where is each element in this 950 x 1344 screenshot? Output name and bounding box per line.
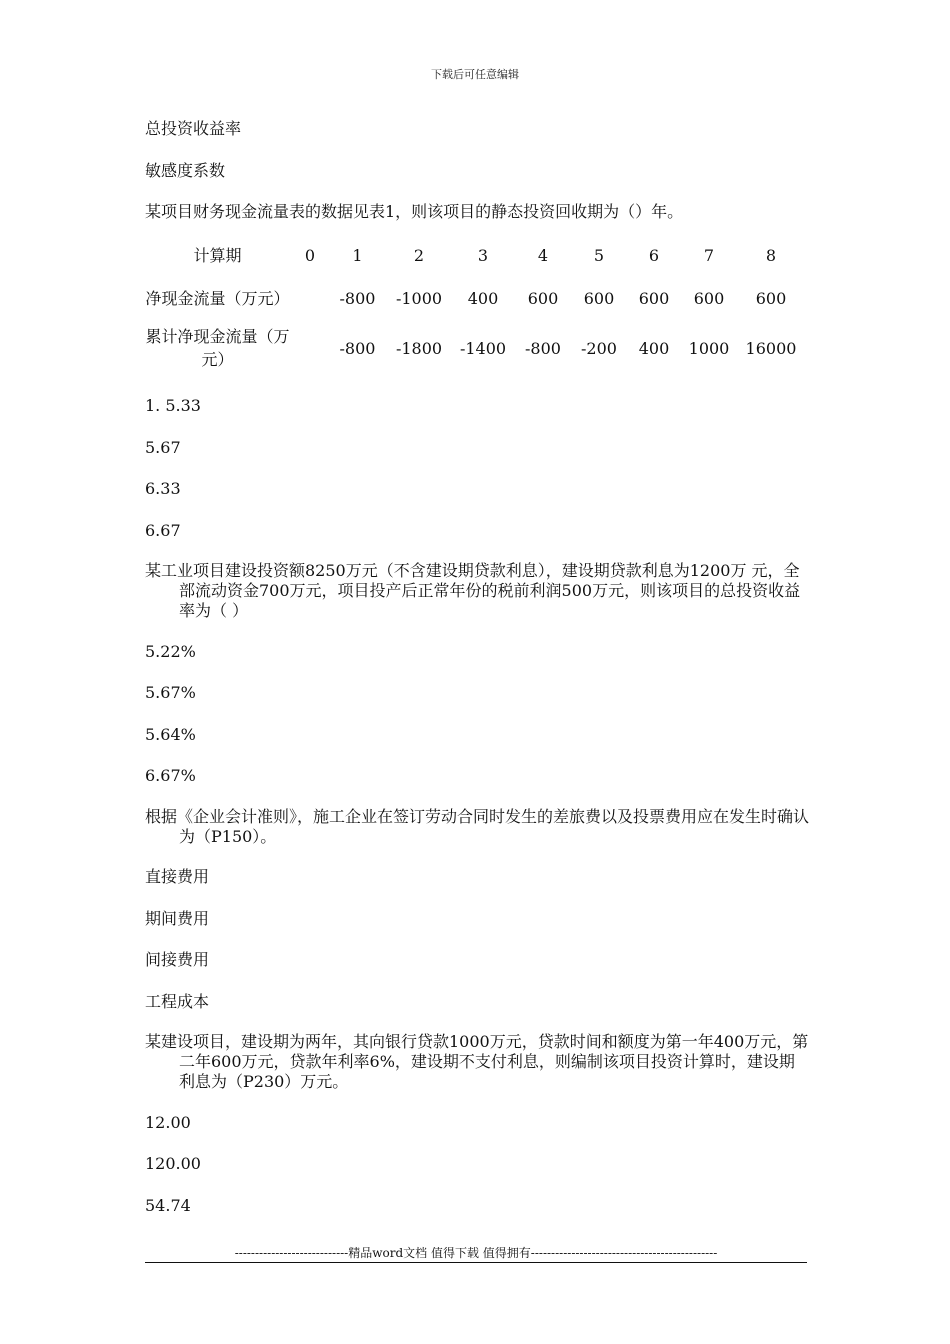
option-line: 5.22% <box>145 641 196 661</box>
option-line: 期间费用 <box>145 908 210 928</box>
question-2: 某工业项目建设投资额8250万元（不含建设期贷款利息），建设期贷款利息为1200万 元，全部流动资金700万元，项目投产后正常年份的税前利润500万元，则该项目的总投资收益率为（ ） <box>145 561 801 620</box>
cash-flow-table <box>145 237 807 373</box>
table-cell: 400 <box>467 288 499 308</box>
table-cell: -1800 <box>395 338 443 358</box>
option-line: 6.67 <box>145 520 181 540</box>
table-cell: 累计净现金流量（万元） <box>145 327 290 369</box>
table-header-row <box>145 237 807 273</box>
table-cell: 6 <box>648 245 660 265</box>
option-line: 120.00 <box>145 1154 201 1173</box>
table-cell: 计算期 <box>193 245 242 265</box>
table-cell: -800 <box>339 288 376 308</box>
table-cell: -800 <box>339 338 376 358</box>
option-line: 6.67% <box>145 766 196 785</box>
table-cell <box>290 273 330 323</box>
table-cell: 1000 <box>688 338 730 358</box>
page-footer: ----------------------------精品word文档 值得下载 值得拥有---------------------------------------------- <box>234 1246 718 1260</box>
table-cell <box>290 323 330 373</box>
table-cell: 600 <box>527 288 559 308</box>
option-line: 5.67% <box>145 683 196 702</box>
table-row <box>145 273 807 323</box>
table-cell: 8 <box>765 245 777 265</box>
text-line: 总投资收益率 <box>145 119 242 138</box>
table-cell: 2 <box>413 245 425 265</box>
table-cell: 净现金流量（万元） <box>145 288 290 308</box>
question-4: 某建设项目，建设期为两年，其向银行贷款1000万元，贷款时间和额度为第一年400万元，第二年600万元，贷款年利率6%，建设期不支付利息，则编制该项目投资计算时，建设期利息为（P230）万元。 <box>145 1032 809 1091</box>
question-3: 根据《企业会计准则》，施工企业在签订劳动合同时发生的差旅费以及投票费用应在发生时确认为（P150）。 <box>145 806 810 846</box>
option-line: 12.00 <box>145 1112 191 1132</box>
table-cell: 3 <box>477 245 489 265</box>
table-row <box>145 323 807 373</box>
table-cell: -1000 <box>395 288 443 308</box>
page-header: 下载后可任意编辑 <box>431 68 519 81</box>
option-line: 5.64% <box>145 724 196 744</box>
text-line: 敏感度系数 <box>145 160 226 180</box>
table-cell: 1 <box>352 245 363 265</box>
table-cell: 16000 <box>745 338 797 358</box>
table-cell: 400 <box>638 338 670 358</box>
option-line: 5.67 <box>145 437 181 457</box>
table-cell: -1400 <box>459 338 507 358</box>
table-cell: 7 <box>703 245 715 265</box>
table-cell: -800 <box>525 338 561 358</box>
option-line: 间接费用 <box>145 950 210 969</box>
table-cell: 600 <box>638 288 670 308</box>
table-cell: 5 <box>593 245 605 265</box>
option-line: 1. 5.33 <box>145 396 201 415</box>
table-cell: 600 <box>755 288 787 308</box>
document-body <box>145 118 810 1236</box>
option-line: 直接费用 <box>145 867 210 886</box>
table-cell: 4 <box>537 245 549 265</box>
table-cell: 600 <box>583 288 615 308</box>
option-line: 54.74 <box>145 1195 191 1215</box>
table-cell: 0 <box>304 245 316 265</box>
footer-divider <box>145 1262 807 1263</box>
table-cell: -200 <box>581 338 617 358</box>
question-1: 某项目财务现金流量表的数据见表1，则该项目的静态投资回收期为（）年。 <box>145 202 684 221</box>
option-line: 6.33 <box>145 479 181 498</box>
option-line: 工程成本 <box>145 991 210 1011</box>
table-cell: 600 <box>693 288 725 308</box>
